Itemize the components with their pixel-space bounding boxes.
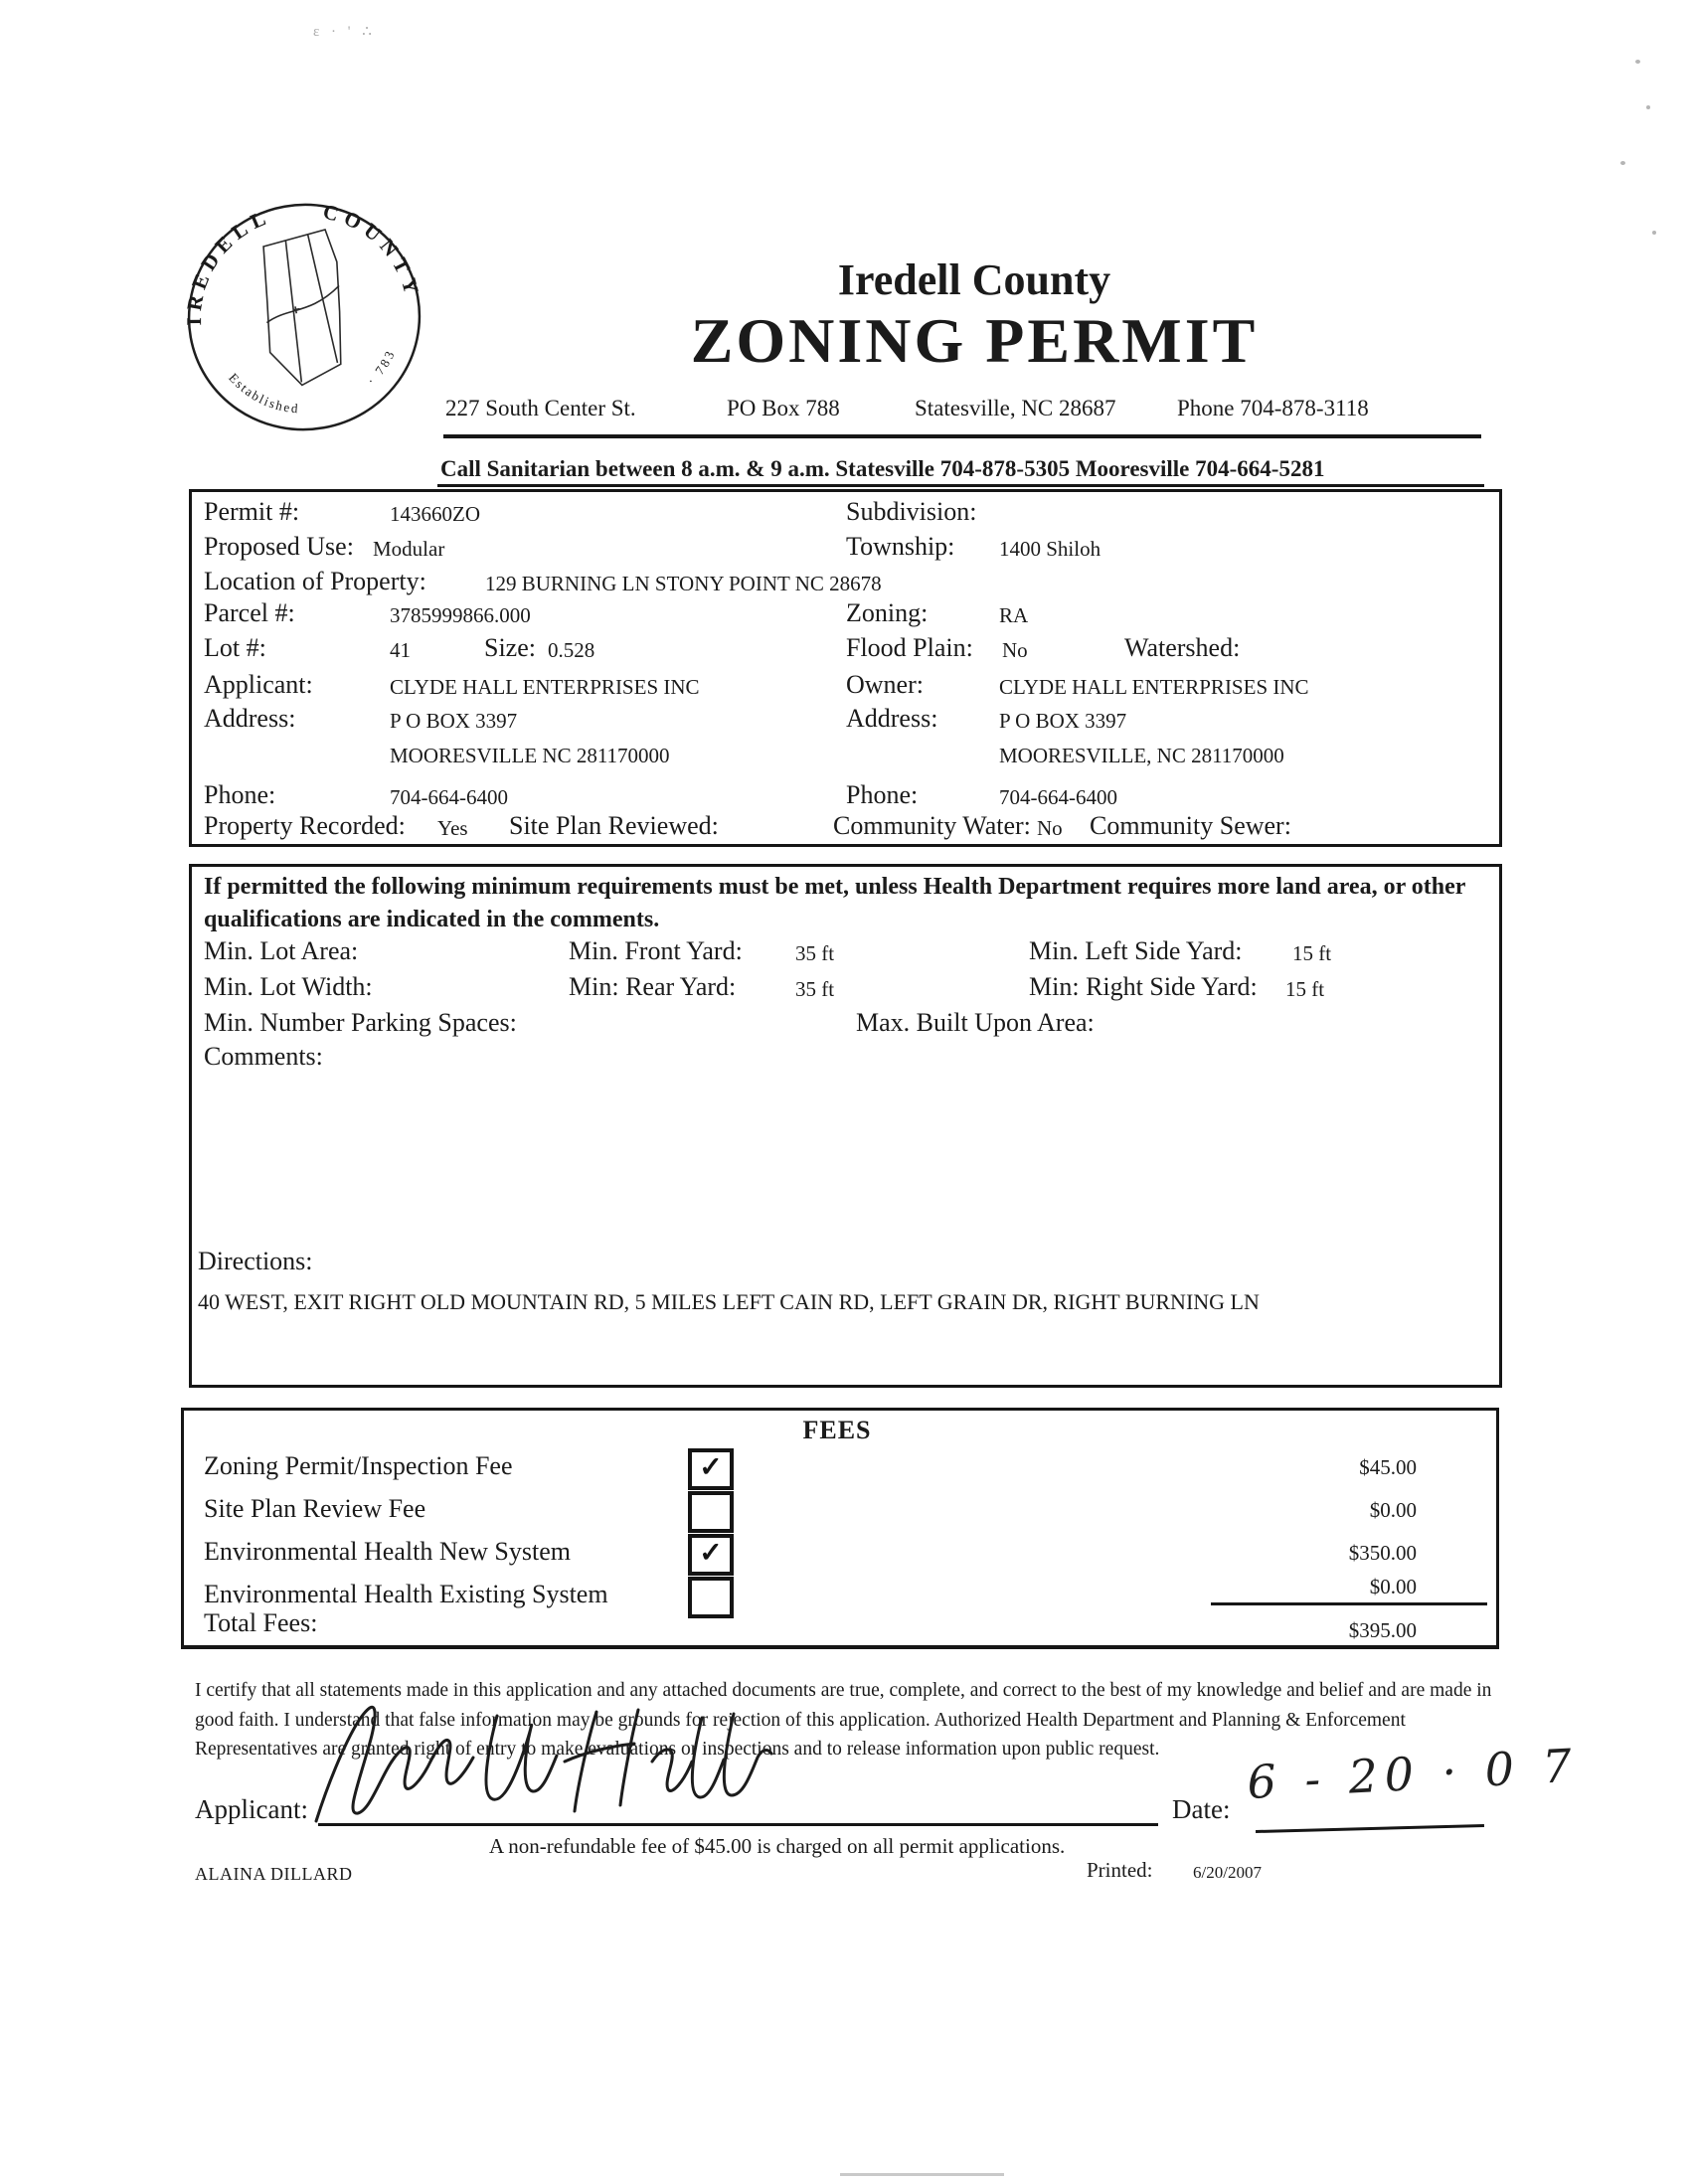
scan-speck (1646, 105, 1650, 109)
total-fees-amount: $395.00 (1348, 1618, 1417, 1642)
fee-checkbox: ✓ (688, 1534, 734, 1576)
owner-phone-label: Phone: (846, 780, 919, 809)
scan-edge-mark (840, 2173, 1004, 2176)
scan-speck (1620, 161, 1625, 165)
printed-date: 6/20/2007 (1193, 1863, 1262, 1882)
seal-ring (171, 187, 437, 448)
owner-address-line1: P O BOX 3397 (999, 709, 1127, 733)
handwritten-date: 6 - 20 · 0 7 (1246, 1738, 1581, 1809)
scan-speck (1635, 60, 1640, 64)
directions-label: Directions: (198, 1247, 313, 1275)
fee-amount: $350.00 (1348, 1541, 1417, 1565)
parcel-label: Parcel #: (204, 598, 295, 627)
applicant-phone-label: Phone: (204, 780, 276, 809)
watershed-label: Watershed: (1124, 633, 1241, 662)
svg-text:IREDELL (164, 203, 290, 329)
lot-label: Lot #: (204, 633, 266, 662)
property-recorded-label: Property Recorded: (204, 811, 406, 840)
min-front-yard-value: 35 ft (795, 941, 835, 965)
fee-row-label: Site Plan Review Fee (204, 1494, 426, 1523)
fee-checkbox (688, 1491, 734, 1533)
printed-label: Printed: (1087, 1858, 1153, 1882)
min-right-side-yard-value: 15 ft (1285, 977, 1325, 1001)
min-rear-yard-value: 35 ft (795, 977, 835, 1001)
lot-value: 41 (390, 638, 411, 662)
applicant-address-line1: P O BOX 3397 (390, 709, 518, 733)
owner-value: CLYDE HALL ENTERPRISES INC (999, 675, 1309, 699)
office-street: 227 South Center St. (445, 396, 636, 420)
office-city: Statesville, NC 28687 (915, 396, 1116, 420)
min-lot-area-label: Min. Lot Area: (204, 936, 359, 965)
applicant-address-label: Address: (204, 704, 296, 733)
county-seal (160, 177, 448, 457)
applicant-signature (298, 1702, 795, 1831)
page-title: ZONING PERMIT (690, 305, 1259, 376)
svg-text:Established (225, 360, 303, 427)
scan-mark: ε · ' ∴ (313, 24, 376, 40)
location-value: 129 BURNING LN STONY POINT NC 28678 (485, 572, 882, 595)
scan-speck (1652, 231, 1656, 235)
staff-name: ALAINA DILLARD (195, 1864, 353, 1884)
applicant-phone-value: 704-664-6400 (390, 785, 508, 809)
applicant-value: CLYDE HALL ENTERPRISES INC (390, 675, 700, 699)
community-sewer-label: Community Sewer: (1090, 811, 1291, 840)
county-map-outline (251, 229, 357, 390)
fee-row-label: Zoning Permit/Inspection Fee (204, 1451, 513, 1480)
certification-text: I certify that all statements made in this application and any attached documents are true, complete, and correct to the best of my knowledge and belief and are made in good faith. I understand that false information may be grounds for rejection of this application. Authorized Health Department and Planning & Enforcement Representatives are granted right of entry to make evaluations or inspections and to release information upon public request. (195, 1680, 1492, 1761)
seal-text-iredell: IREDELL (182, 204, 275, 326)
permit-no-value: 143660ZO (390, 502, 480, 526)
header-divider (443, 434, 1481, 438)
location-label: Location of Property: (204, 567, 426, 595)
fee-amount: $0.00 (1369, 1498, 1417, 1522)
proposed-use-label: Proposed Use: (204, 532, 354, 561)
fee-checkbox: ✓ (688, 1448, 734, 1490)
seal-text-established: Established (226, 370, 301, 417)
community-water-value: No (1037, 816, 1063, 840)
seal-text-county: COUNTY (320, 199, 425, 302)
min-front-yard-label: Min. Front Yard: (569, 936, 743, 965)
zoning-label: Zoning: (846, 598, 929, 627)
flood-plain-value: No (1002, 638, 1028, 662)
fee-row-label: Environmental Health Existing System (204, 1580, 608, 1608)
permit-no-label: Permit #: (204, 497, 300, 526)
county-name: Iredell County (837, 255, 1111, 304)
requirements-intro: If permitted the following minimum requirements must be met, unless Health Department requires more land area, or other qualifications are indicated in the comments. (204, 874, 1465, 932)
proposed-use-value: Modular (373, 537, 445, 561)
size-value: 0.528 (548, 638, 595, 662)
owner-address-line2: MOORESVILLE, NC 281170000 (999, 744, 1284, 767)
zoning-value: RA (999, 603, 1029, 627)
fee-row-label: Environmental Health New System (204, 1537, 571, 1566)
fee-note: A non-refundable fee of $45.00 is charged on all permit applications. (489, 1834, 1066, 1858)
fee-amount: $45.00 (1359, 1455, 1417, 1479)
office-phone: Phone 704-878-3118 (1177, 396, 1369, 420)
sanitarian-note: Call Sanitarian between 8 a.m. & 9 a.m. Statesville 704-878-5305 Mooresville 704-664-5281 (440, 456, 1325, 481)
flood-plain-label: Flood Plain: (846, 633, 973, 662)
township-label: Township: (846, 532, 955, 561)
owner-address-label: Address: (846, 704, 938, 733)
min-lot-width-label: Min. Lot Width: (204, 972, 373, 1001)
applicant-signature-label: Applicant: (195, 1794, 308, 1824)
applicant-address-line2: MOORESVILLE NC 281170000 (390, 744, 670, 767)
property-recorded-value: Yes (437, 816, 468, 840)
fee-amount: $0.00 (1369, 1575, 1417, 1598)
min-left-side-yard-label: Min. Left Side Yard: (1029, 936, 1243, 965)
fees-title: FEES (802, 1416, 872, 1444)
comments-label: Comments: (204, 1042, 323, 1071)
parcel-value: 3785999866.000 (390, 603, 531, 627)
township-value: 1400 Shiloh (999, 537, 1101, 561)
total-fees-label: Total Fees: (204, 1608, 318, 1637)
subdivision-label: Subdivision: (846, 497, 977, 526)
applicant-label: Applicant: (204, 670, 313, 699)
office-po-box: PO Box 788 (727, 396, 840, 420)
fee-checkbox (688, 1577, 734, 1618)
min-right-side-yard-label: Min: Right Side Yard: (1029, 972, 1258, 1001)
min-rear-yard-label: Min: Rear Yard: (569, 972, 737, 1001)
seal-text-year: · 783 (363, 346, 399, 389)
min-parking-label: Min. Number Parking Spaces: (204, 1008, 517, 1037)
date-line (1256, 1824, 1484, 1833)
owner-label: Owner: (846, 670, 924, 699)
site-plan-reviewed-label: Site Plan Reviewed: (509, 811, 719, 840)
sanitarian-underline (437, 484, 1484, 487)
owner-phone-value: 704-664-6400 (999, 785, 1117, 809)
size-label: Size: (484, 633, 536, 662)
min-left-side-yard-value: 15 ft (1292, 941, 1332, 965)
fees-total-rule (1211, 1602, 1487, 1605)
directions-value: 40 WEST, EXIT RIGHT OLD MOUNTAIN RD, 5 MILES LEFT CAIN RD, LEFT GRAIN DR, RIGHT BURNING LN (198, 1289, 1260, 1314)
date-label: Date: (1172, 1794, 1231, 1824)
max-built-upon-label: Max. Built Upon Area: (856, 1008, 1095, 1037)
community-water-label: Community Water: (833, 811, 1031, 840)
